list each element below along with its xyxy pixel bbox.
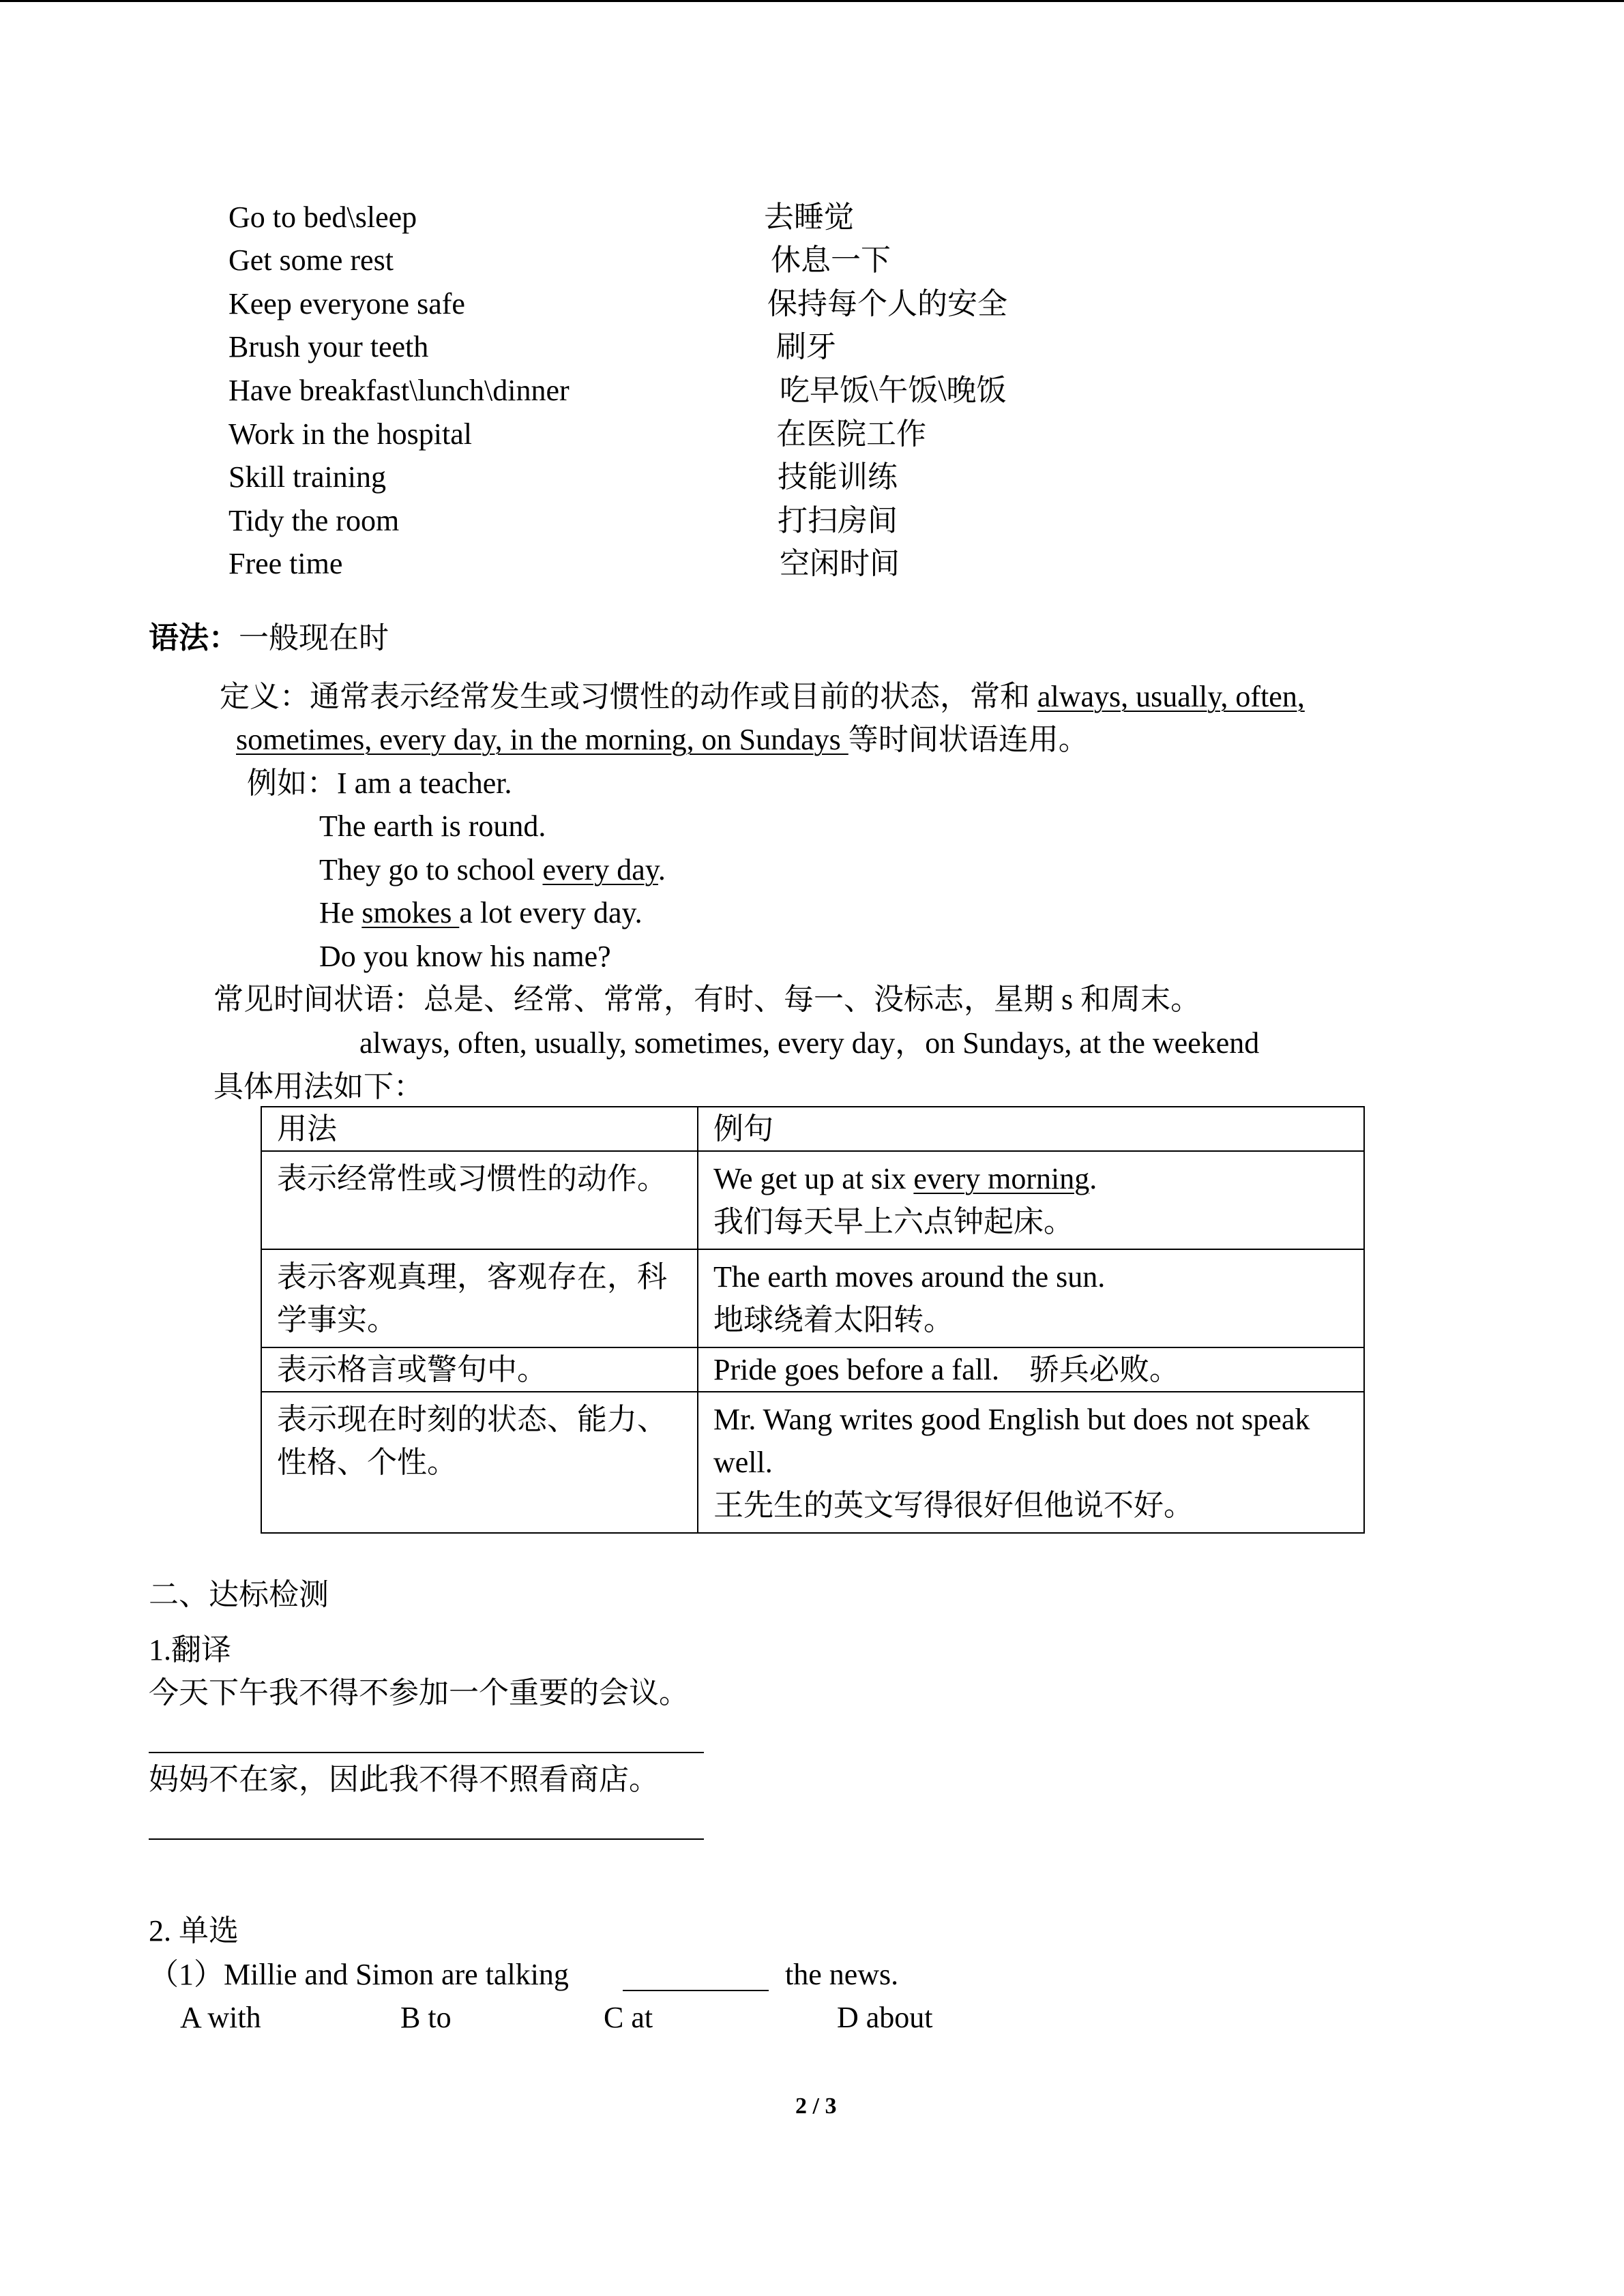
example-4-pre: He [319, 896, 362, 929]
vocab-zh-1: 去睡觉 [764, 200, 854, 234]
example-label: 例如： [247, 766, 337, 800]
vocab-en-2: Get some rest [228, 243, 394, 277]
grammar-heading [149, 623, 389, 653]
row2-example [698, 1249, 1364, 1347]
vocab-en-1: Go to bed\sleep [228, 200, 417, 234]
test-section-title: 二、达标检测 [149, 1578, 329, 1611]
definition-prefix: 定义：通常表示经常发生或习惯性的动作或目前的状态，常和 [220, 680, 1037, 713]
translation-answer-line-2[interactable] [149, 1838, 704, 1840]
row3-usage: 表示格言或警句中。 [261, 1347, 698, 1392]
usage-intro: 具体用法如下： [213, 1070, 424, 1103]
question-1-stem: （1）Millie and Simon are talking [149, 1958, 569, 1991]
example-4-underlined: smokes [361, 896, 460, 929]
example-4 [319, 898, 643, 928]
translation-sentence-1: 今天下午我不得不参加一个重要的会议。 [149, 1676, 689, 1710]
vocab-zh-9: 空闲时间 [780, 547, 900, 580]
example-2: The earth is round. [319, 809, 546, 843]
row1-example [698, 1151, 1364, 1249]
translation-title: 1.翻译 [149, 1633, 231, 1667]
vocab-en-4: Brush your teeth [228, 330, 429, 363]
header-usage: 用法 [261, 1107, 698, 1151]
option-c[interactable]: C at [604, 2001, 653, 2034]
row1-zh: 我们每天早上六点钟起床。 [713, 1205, 1074, 1238]
vocab-en-3: Keep everyone safe [228, 287, 465, 320]
table-row [261, 1151, 1364, 1249]
option-a[interactable]: A with [180, 2001, 261, 2034]
row1-usage: 表示经常性或习惯性的动作。 [261, 1151, 698, 1249]
row2-usage: 表示客观真理，客观存在，科学事实。 [261, 1249, 698, 1347]
table-row [261, 1392, 1364, 1533]
translation-sentence-2: 妈妈不在家，因此我不得不照看商店。 [149, 1763, 659, 1796]
example-5: Do you know his name? [319, 940, 611, 973]
grammar-definition-line-2 [236, 725, 1089, 755]
vocab-zh-5: 吃早饭\午饭\晚饭 [780, 374, 1007, 407]
example-3-underlined: every day [542, 853, 658, 886]
page-number: 2 / 3 [795, 2093, 837, 2119]
row2-zh: 地球绕着太阳转。 [713, 1303, 954, 1337]
row1-en-underlined: every morning [913, 1162, 1090, 1195]
definition-suffix: 等时间状语连用。 [848, 723, 1089, 756]
option-d[interactable]: D about [837, 2001, 933, 2034]
definition-adverbs-1: always, usually, often, [1037, 680, 1305, 713]
example-1-text: I am a teacher. [337, 766, 512, 800]
example-1 [247, 766, 512, 800]
definition-adverbs-2: sometimes, every day, in the morning, on Sundays [236, 723, 848, 756]
header-example: 例句 [698, 1107, 1364, 1151]
row4-zh: 王先生的英文写得很好但他说不好。 [713, 1489, 1194, 1522]
vocab-zh-2: 休息一下 [771, 243, 891, 277]
vocab-zh-7: 技能训练 [778, 460, 898, 494]
grammar-definition-line-1 [220, 682, 1305, 712]
vocab-en-6: Work in the hospital [228, 417, 472, 451]
row4-usage: 表示现在时刻的状态、能力、性格、个性。 [261, 1392, 698, 1533]
example-4-post: a lot every day. [459, 896, 643, 929]
question-1-blank[interactable] [623, 1990, 769, 1991]
table-row [261, 1347, 1364, 1392]
common-time-adverbials: 常见时间状语：总是、经常、常常，有时、每一、没标志，星期 s 和周末。 [213, 983, 1201, 1016]
vocab-zh-6: 在医院工作 [776, 417, 926, 451]
grammar-label: 语法： [149, 621, 239, 655]
example-3-pre: They go to school [319, 853, 543, 886]
page-top-border [0, 0, 1624, 2]
vocab-en-9: Free time [228, 547, 343, 580]
row4-en: Mr. Wang writes good English but does not speak well. [713, 1403, 1310, 1479]
row1-en-post: . [1089, 1162, 1097, 1195]
common-time-adverbials-en: always, often, usually, sometimes, every day，on Sundays, at the weekend [359, 1026, 1260, 1060]
multiple-choice-title: 2. 单选 [149, 1914, 239, 1948]
table-row [261, 1249, 1364, 1347]
usage-table [261, 1106, 1365, 1534]
vocab-zh-4: 刷牙 [776, 330, 836, 363]
row3-example: Pride goes before a fall. 骄兵必败。 [698, 1347, 1364, 1392]
row2-en: The earth moves around the sun. [713, 1260, 1106, 1294]
vocab-en-5: Have breakfast\lunch\dinner [228, 374, 570, 407]
vocab-en-8: Tidy the room [228, 504, 400, 537]
vocab-zh-3: 保持每个人的安全 [767, 287, 1007, 320]
translation-answer-line-1[interactable] [149, 1752, 704, 1753]
row4-example [698, 1392, 1364, 1533]
option-b[interactable]: B to [400, 2001, 452, 2034]
grammar-title: 一般现在时 [239, 621, 389, 655]
row1-en-pre: We get up at six [713, 1162, 914, 1195]
example-3 [319, 855, 666, 885]
example-3-post: . [658, 853, 666, 886]
vocab-zh-8: 打扫房间 [778, 504, 898, 537]
vocab-en-7: Skill training [228, 460, 386, 494]
question-1-tail: the news. [785, 1958, 899, 1991]
table-header-row [261, 1107, 1364, 1151]
